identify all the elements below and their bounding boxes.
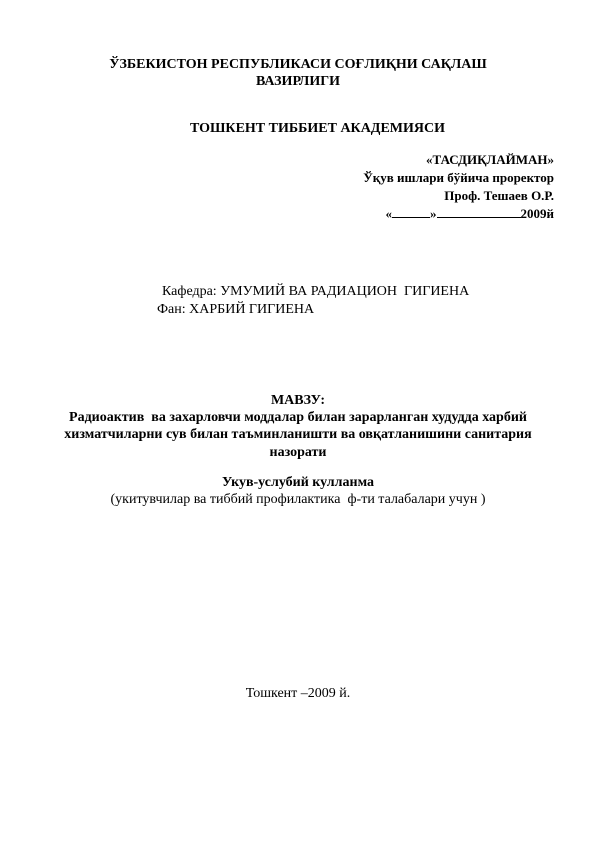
date-close-quote: »: [430, 206, 437, 221]
day-blank: [392, 206, 430, 218]
footer-city-year: Тошкент –2009 й.: [245, 686, 351, 701]
subject-label: Фан:: [157, 302, 190, 317]
manual-audience: (укитувчилар ва тиббий профилактика ф-ти талабалари учун ): [110, 492, 486, 507]
manual-title: Укув-услубий кулланма: [221, 475, 375, 490]
approval-year: 2009й: [520, 206, 554, 221]
department-value: УМУМИЙ ВА РАДИАЦИОН ГИГИЕНА: [220, 284, 470, 299]
ministry-line-2: ВАЗИРЛИГИ: [255, 74, 341, 89]
approval-position: Ўқув ишлари бўйича проректор: [363, 170, 554, 185]
subject-value: ХАРБИЙ ГИГИЕНА: [189, 302, 315, 317]
subject-line: [157, 303, 314, 317]
academy-name: ТОШКЕНТ ТИББИЕТ АКАДЕМИЯСИ: [190, 121, 445, 136]
month-blank: [437, 206, 521, 218]
department-line: [162, 285, 469, 299]
topic-heading: МАВЗУ:: [270, 393, 326, 408]
ministry-line-1: ЎЗБЕКИСТОН РЕСПУБЛИКАСИ СОҒЛИҚНИ САҚЛАШ: [109, 57, 487, 72]
topic-line-2: хизматчиларни сув билан таъминланишти ва овқатланишини санитария: [64, 427, 532, 442]
topic-line-1: Радиоактив ва захарловчи моддалар билан зарарланган худудда харбий: [69, 410, 527, 425]
date-open-quote: «: [385, 206, 392, 221]
approval-date: [386, 206, 555, 220]
department-label: Кафедра:: [162, 284, 221, 299]
approval-name: Проф. Тешаев О.Р.: [444, 188, 554, 203]
topic-line-3: назорати: [269, 445, 327, 460]
approval-title: «ТАСДИҚЛАЙМАН»: [426, 152, 554, 167]
